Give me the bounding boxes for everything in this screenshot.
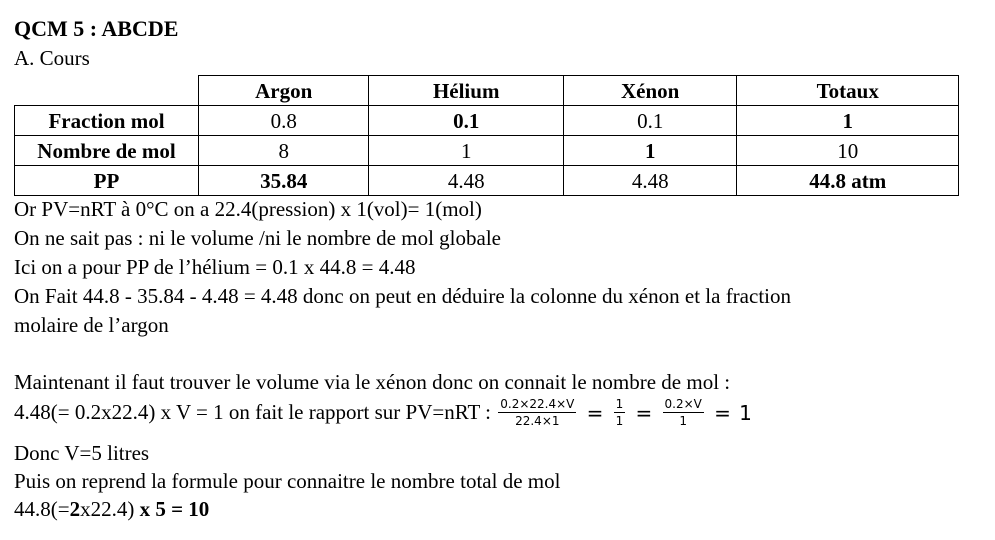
row-label-pp: PP <box>15 166 199 196</box>
text-line: Or PV=nRT à 0°C on a 22.4(pression) x 1(vol)= 1(mol) <box>14 197 482 221</box>
table-cell: 0.1 <box>563 106 737 136</box>
table-cell: 4.48 <box>563 166 737 196</box>
table-row <box>15 136 959 166</box>
table-header-row <box>15 76 959 106</box>
final-line-part: 44.8(= <box>14 497 70 521</box>
text-line: On ne sait pas : ni le volume /ni le nombre de mol globale <box>14 226 501 250</box>
table-header-totaux: Totaux <box>737 76 959 106</box>
table-corner-cell <box>15 76 199 106</box>
section-heading: A. Cours <box>14 46 90 70</box>
gas-table <box>14 75 959 196</box>
table-cell: 10 <box>737 136 959 166</box>
final-line <box>14 497 209 522</box>
table-cell: 4.48 <box>369 166 563 196</box>
table-cell: 35.84 <box>199 166 369 196</box>
formula-prefix: 4.48(= 0.2x22.4) x V = 1 on fait le rapport sur PV=nRT : <box>14 400 491 424</box>
fraction-denominator: 1 <box>679 414 688 428</box>
final-line-bold-part: x 5 = 10 <box>139 497 210 521</box>
fraction-numerator: 1 <box>615 397 624 411</box>
fraction <box>498 396 576 429</box>
formula-result: 1 <box>739 400 752 425</box>
fraction-numerator: 0.2×22.4×V <box>500 397 575 411</box>
text-line: Maintenant il faut trouver le volume via le xénon donc on connait le nombre de mol : <box>14 370 731 394</box>
table-header-argon: Argon <box>199 76 369 106</box>
equals-sign: = <box>714 400 731 425</box>
table-cell: 8 <box>199 136 369 166</box>
table-cell: 1 <box>737 106 959 136</box>
table-cell: 1 <box>563 136 737 166</box>
text-line: On Fait 44.8 - 35.84 - 4.48 = 4.48 donc on peut en déduire la colonne du xénon et la fraction <box>14 284 791 308</box>
equals-sign: = <box>635 400 653 425</box>
fraction <box>663 396 704 429</box>
row-label-fraction: Fraction mol <box>15 106 199 136</box>
question-title: QCM 5 : ABCDE <box>14 16 179 41</box>
fraction-numerator: 0.2×V <box>664 397 702 411</box>
final-line-part: x22.4) <box>80 497 140 521</box>
table-cell: 44.8 atm <box>737 166 959 196</box>
table-row <box>15 166 959 196</box>
text-line: Ici on a pour PP de l’hélium = 0.1 x 44.8 = 4.48 <box>14 255 416 279</box>
fraction-denominator: 1 <box>615 414 624 428</box>
formula-line <box>14 396 755 429</box>
final-line-bold-part: 2 <box>69 497 81 521</box>
table-header-helium: Hélium <box>369 76 563 106</box>
table-cell: 0.1 <box>369 106 563 136</box>
table-row <box>15 106 959 136</box>
table-cell: 1 <box>369 136 563 166</box>
fraction <box>614 396 626 429</box>
text-line: Puis on reprend la formule pour connaitre le nombre total de mol <box>14 469 561 493</box>
table-header-xenon: Xénon <box>563 76 737 106</box>
equals-sign: = <box>586 400 604 425</box>
fraction-denominator: 22.4×1 <box>515 414 560 428</box>
text-line: Donc V=5 litres <box>14 441 150 465</box>
text-line: molaire de l’argon <box>14 313 169 337</box>
table-cell: 0.8 <box>199 106 369 136</box>
row-label-nombre: Nombre de mol <box>15 136 199 166</box>
